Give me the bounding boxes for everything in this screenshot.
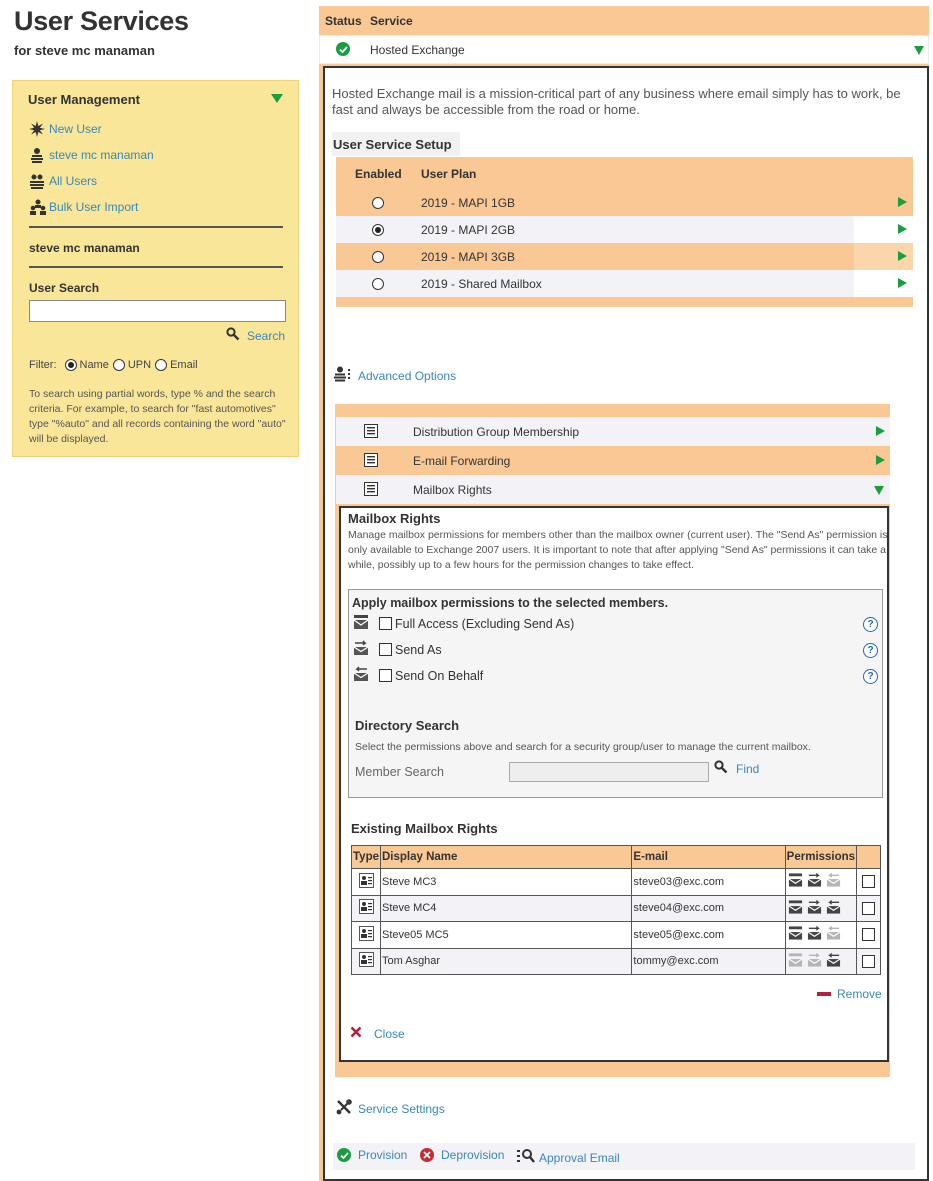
plan-row[interactable] [336, 270, 913, 297]
user-management-panel [12, 80, 299, 457]
service-settings-label[interactable]: Service Settings [358, 1101, 445, 1116]
send-as-permission-icon [807, 872, 822, 891]
send-on-behalf-mail-icon [353, 666, 369, 685]
section-distribution-group[interactable] [336, 417, 890, 446]
service-column-header: Service [370, 14, 413, 28]
service-description: Hosted Exchange mail is a mission-critical part of any business where email simply has to work, be fast and always be accessible from the road or home. [332, 86, 901, 117]
deprovision-x-icon [420, 1148, 434, 1162]
help-icon[interactable]: ? [863, 617, 878, 632]
user-type-icon [359, 926, 374, 944]
plan-radio[interactable] [372, 224, 384, 236]
new-user-link[interactable] [29, 121, 102, 137]
full-access-checkbox[interactable] [379, 617, 392, 630]
wrench-icon [336, 1099, 352, 1118]
email-column-header: E-mail [632, 846, 785, 869]
apply-permissions-title: Apply mailbox permissions to the selected members. [352, 596, 669, 610]
service-row-hosted-exchange[interactable] [319, 35, 929, 64]
display-name-column-header: Display Name [381, 846, 632, 869]
full-access-permission-icon [788, 872, 803, 891]
expand-right-icon[interactable] [876, 426, 885, 436]
row-select-checkbox[interactable] [862, 875, 875, 888]
section-label: Distribution Group Membership [413, 425, 580, 439]
section-email-forwarding[interactable] [336, 446, 890, 475]
remove-label[interactable]: Remove [837, 987, 882, 1001]
section-label: E-mail Forwarding [413, 454, 511, 468]
mailbox-rights-title: Mailbox Rights [348, 511, 441, 526]
bulk-import-icon [29, 199, 49, 215]
permissions-cell [785, 922, 856, 949]
current-user-link[interactable] [29, 147, 154, 163]
user-service-setup-title: User Service Setup [332, 132, 460, 156]
filter-radio-upn[interactable] [113, 359, 125, 371]
send-on-behalf-permission-icon [826, 925, 841, 944]
send-on-behalf-permission-icon [826, 872, 841, 891]
table-row[interactable] [352, 922, 881, 949]
filter-option-upn: UPN [127, 359, 152, 371]
expand-right-icon[interactable] [898, 251, 907, 261]
approval-search-icon [517, 1148, 535, 1167]
email-cell: tommy@exc.com [632, 948, 785, 975]
plan-name: 2019 - MAPI 2GB [421, 223, 516, 237]
member-search-label: Member Search [355, 765, 444, 779]
send-as-checkbox[interactable] [379, 643, 392, 656]
deprovision-button[interactable] [420, 1148, 504, 1162]
full-access-mail-icon [353, 614, 369, 633]
user-search-title: User Search [29, 281, 100, 295]
filter-option-name: Name [79, 359, 109, 371]
user-plan-column-header: User Plan [421, 167, 477, 181]
permissions-cell [785, 948, 856, 975]
close-icon [350, 1026, 362, 1041]
service-name: Hosted Exchange [370, 43, 465, 57]
row-select-checkbox[interactable] [862, 955, 875, 968]
status-column-header: Status [325, 14, 362, 28]
directory-search-title: Directory Search [355, 718, 460, 733]
all-users-link[interactable] [29, 173, 97, 189]
filter-label: Filter: [29, 359, 57, 371]
plan-radio[interactable] [372, 197, 384, 209]
help-icon[interactable]: ? [863, 669, 878, 684]
user-search-input[interactable] [29, 300, 286, 322]
enabled-column-header: Enabled [355, 167, 402, 181]
filter-option-email: Email [170, 359, 198, 371]
magnifier-icon [714, 760, 728, 777]
current-user-label[interactable]: steve mc manaman [49, 148, 154, 162]
magnifier-icon [226, 327, 240, 344]
permissions-column-header: Permissions [785, 846, 856, 869]
expand-down-icon[interactable] [914, 46, 924, 55]
expand-right-icon[interactable] [898, 278, 907, 288]
permission-full-access [353, 614, 574, 633]
bulk-user-import-label[interactable]: Bulk User Import [49, 200, 139, 214]
expand-right-icon[interactable] [898, 197, 907, 207]
permission-send-as [353, 640, 442, 659]
user-type-icon [359, 952, 374, 970]
full-access-permission-icon [788, 952, 803, 971]
select-column-header [857, 846, 881, 869]
table-row[interactable] [352, 869, 881, 896]
close-label[interactable]: Close [374, 1026, 405, 1041]
plan-name: 2019 - Shared Mailbox [421, 277, 542, 291]
send-as-permission-icon [807, 952, 822, 971]
user-plan-table [336, 157, 913, 307]
user-icon [29, 147, 49, 163]
permissions-cell [785, 869, 856, 896]
send-as-mail-icon [353, 640, 369, 659]
search-filter [29, 359, 198, 371]
current-user-name: steve mc manaman [29, 241, 140, 255]
page-subtitle: for steve mc manaman [14, 43, 155, 58]
find-button[interactable] [714, 760, 759, 777]
display-name-cell: Steve MC4 [381, 895, 632, 922]
bulk-user-import-link[interactable] [29, 199, 138, 215]
full-access-permission-icon [788, 925, 803, 944]
full-access-label: Full Access (Excluding Send As) [395, 616, 575, 631]
plan-radio[interactable] [372, 278, 384, 290]
document-icon [364, 482, 378, 499]
find-label[interactable]: Find [736, 761, 760, 776]
divider [29, 226, 283, 228]
plan-row[interactable] [336, 243, 913, 270]
expand-right-icon[interactable] [876, 455, 885, 465]
full-access-permission-icon [788, 899, 803, 918]
user-type-icon [359, 899, 374, 917]
search-help-text: To search using partial words, type % and the search criteria. For example, to search for "fast automotives" type "%auto" and all records containing the word "auto" will be displayed. [29, 388, 286, 445]
send-on-behalf-label: Send On Behalf [395, 668, 484, 683]
users-icon [29, 173, 49, 189]
filter-radio-email[interactable] [155, 359, 167, 371]
send-as-label: Send As [395, 642, 442, 657]
provision-label[interactable]: Provision [358, 1148, 408, 1162]
provision-check-icon [337, 1148, 351, 1162]
plan-name: 2019 - MAPI 3GB [421, 250, 516, 264]
document-icon [364, 424, 378, 441]
advanced-options-icon [334, 366, 352, 385]
row-select-checkbox[interactable] [862, 928, 875, 941]
section-label: Mailbox Rights [413, 483, 492, 497]
approval-email-button[interactable] [517, 1148, 620, 1167]
plan-row[interactable] [336, 189, 913, 216]
send-on-behalf-permission-icon [826, 952, 841, 971]
user-type-icon [359, 873, 374, 891]
display-name-cell: Steve05 MC5 [381, 922, 632, 949]
expand-right-icon[interactable] [898, 224, 907, 234]
permission-send-on-behalf [353, 666, 483, 685]
all-users-label[interactable]: All Users [49, 174, 98, 188]
active-status-icon [336, 42, 350, 56]
search-button[interactable] [226, 327, 285, 344]
provision-button[interactable] [337, 1148, 407, 1162]
email-cell: steve05@exc.com [632, 922, 785, 949]
advanced-options-label[interactable]: Advanced Options [358, 368, 457, 383]
remove-button[interactable] [817, 987, 882, 1001]
new-user-label[interactable]: New User [49, 122, 102, 136]
display-name-cell: Steve MC3 [381, 869, 632, 896]
services-table-header [319, 6, 929, 35]
send-as-permission-icon [807, 925, 822, 944]
plan-row[interactable] [336, 216, 913, 243]
action-bar [333, 1143, 915, 1170]
service-settings-link[interactable] [336, 1099, 445, 1118]
type-column-header: Type [352, 846, 381, 869]
section-mailbox-rights[interactable] [336, 475, 890, 504]
filter-radio-name[interactable] [65, 359, 77, 371]
expand-down-icon[interactable] [874, 486, 884, 495]
send-on-behalf-checkbox[interactable] [379, 669, 392, 682]
remove-icon [817, 992, 831, 996]
table-header-row [352, 846, 881, 869]
divider [29, 266, 283, 268]
mailbox-rights-description: Manage mailbox permissions for members other than the mailbox owner (current user). The "Send As" permission is only available to Exchange 2007 users. It is important to note that after applying "Send As" permissions it can take a while, possibly up to a few hours for the permission changes to take effect. [348, 529, 888, 571]
close-button[interactable] [350, 1026, 405, 1041]
email-cell: steve04@exc.com [632, 895, 785, 922]
display-name-cell: Tom Asghar [381, 948, 632, 975]
directory-search-description: Select the permissions above and search for a security group/user to manage the current mailbox. [355, 741, 811, 753]
table-row[interactable] [352, 948, 881, 975]
advanced-options-link[interactable] [334, 366, 456, 385]
new-user-icon [29, 121, 49, 137]
send-on-behalf-permission-icon [826, 899, 841, 918]
plan-radio[interactable] [372, 251, 384, 263]
row-select-checkbox[interactable] [862, 902, 875, 915]
document-icon [364, 453, 378, 470]
help-icon[interactable]: ? [863, 643, 878, 658]
approval-email-label[interactable]: Approval Email [539, 1150, 620, 1165]
page-title: User Services [14, 6, 189, 36]
email-cell: steve03@exc.com [632, 869, 785, 896]
deprovision-label[interactable]: Deprovision [441, 1148, 505, 1162]
table-row[interactable] [352, 895, 881, 922]
search-label[interactable]: Search [247, 328, 286, 343]
permissions-cell [785, 895, 856, 922]
member-search-input[interactable] [509, 762, 709, 782]
user-management-title: User Management [28, 92, 140, 107]
collapse-arrow-icon[interactable] [271, 94, 283, 103]
plan-name: 2019 - MAPI 1GB [421, 196, 516, 210]
send-as-permission-icon [807, 899, 822, 918]
existing-rights-title: Existing Mailbox Rights [351, 821, 498, 836]
existing-rights-table [351, 845, 881, 975]
